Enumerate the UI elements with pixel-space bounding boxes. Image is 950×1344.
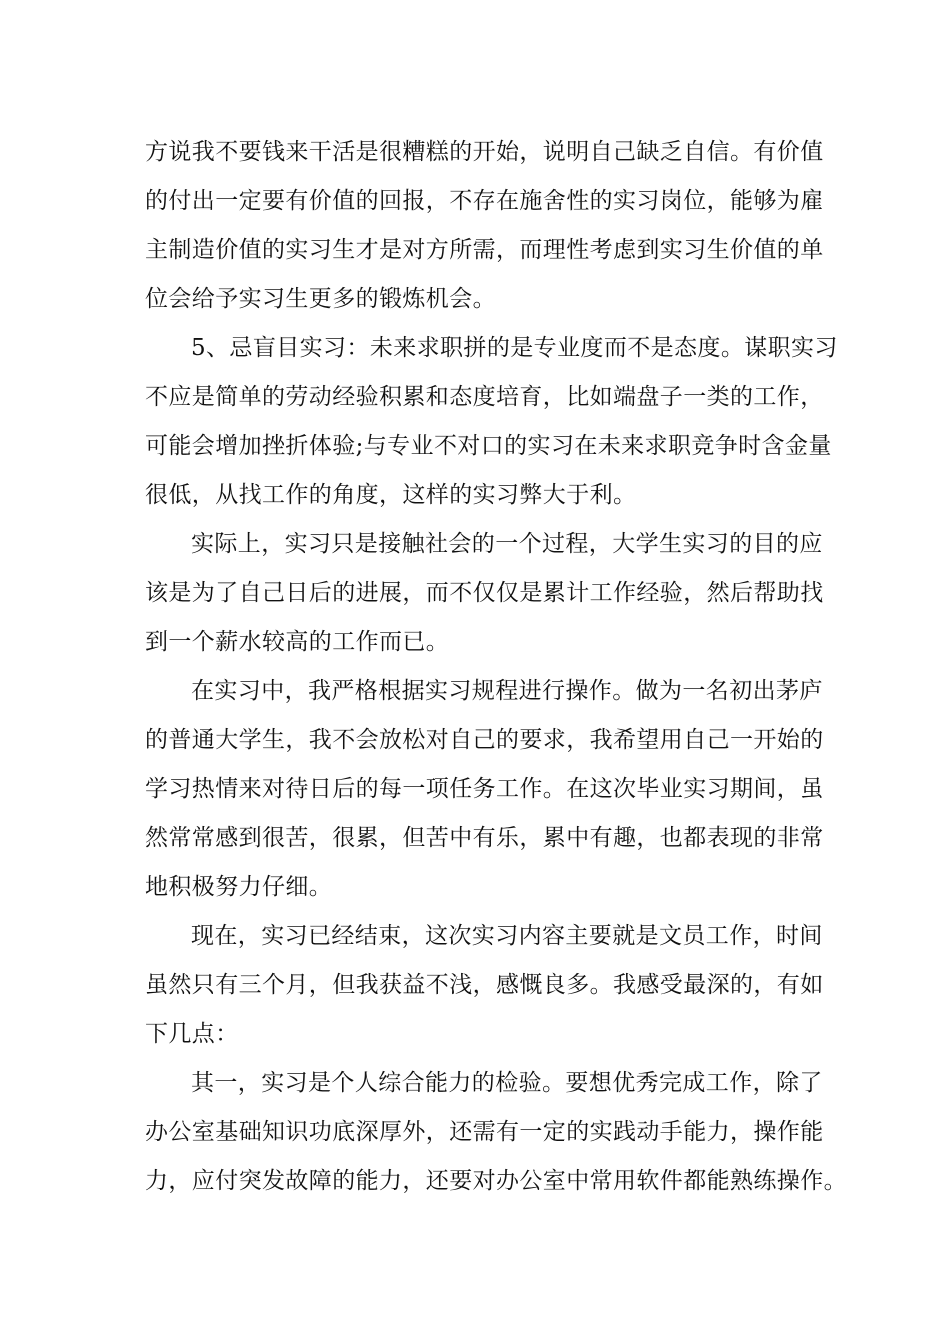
text-line: 很低，从找工作的角度，这样的实习弊大于利。 bbox=[145, 482, 637, 508]
text-line: 可能会增加挫折体验;与专业不对口的实习在未来求职竞争时含金量 bbox=[145, 433, 832, 459]
text-line: 实际上，实习只是接触社会的一个过程，大学生实习的目的应 bbox=[191, 531, 823, 557]
text-line: 的普通大学生，我不会放松对自己的要求，我希望用自己一开始的 bbox=[145, 727, 824, 753]
text-line: 力，应付突发故障的能力，还要对办公室中常用软件都能熟练操作。 bbox=[145, 1168, 847, 1194]
text-line: 5、忌盲目实习：未来求职拼的是专业度而不是态度。谋职实习 bbox=[191, 335, 838, 361]
paragraph-3 bbox=[145, 520, 825, 667]
paragraph-6 bbox=[145, 1059, 847, 1206]
text-line: 虽然只有三个月，但我获益不浅，感慨良多。我感受最深的，有如 bbox=[145, 972, 824, 998]
paragraph-5 bbox=[145, 912, 825, 1059]
paragraph-1 bbox=[145, 128, 825, 324]
text-line: 办公室基础知识功底深厚外，还需有一定的实践动手能力，操作能 bbox=[145, 1119, 824, 1145]
text-line: 下几点： bbox=[145, 1021, 239, 1047]
text-line: 现在，实习已经结束，这次实习内容主要就是文员工作，时间 bbox=[191, 923, 823, 949]
text-line: 的付出一定要有价值的回报，不存在施舍性的实习岗位，能够为雇 bbox=[145, 188, 824, 214]
document-body bbox=[145, 128, 847, 1206]
text-line: 地积极努力仔细。 bbox=[145, 874, 333, 900]
text-line: 位会给予实习生更多的锻炼机会。 bbox=[145, 286, 496, 312]
text-line: 到一个薪水较高的工作而已。 bbox=[145, 629, 450, 655]
paragraph-2 bbox=[145, 324, 838, 520]
text-line: 该是为了自己日后的进展，而不仅仅是累计工作经验，然后帮助找 bbox=[145, 580, 824, 606]
text-line: 不应是简单的劳动经验积累和态度培育，比如端盘子一类的工作， bbox=[145, 384, 824, 410]
text-line: 然常常感到很苦，很累，但苦中有乐，累中有趣，也都表现的非常 bbox=[145, 825, 824, 851]
text-line: 主制造价值的实习生才是对方所需，而理性考虑到实习生价值的单 bbox=[145, 237, 824, 263]
text-line: 学习热情来对待日后的每一项任务工作。在这次毕业实习期间，虽 bbox=[145, 776, 824, 802]
text-line: 其一，实习是个人综合能力的检验。要想优秀完成工作，除了 bbox=[191, 1070, 823, 1096]
text-line: 在实习中，我严格根据实习规程进行操作。做为一名初出茅庐 bbox=[191, 678, 823, 704]
text-line: 方说我不要钱来干活是很糟糕的开始，说明自己缺乏自信。有价值 bbox=[145, 139, 824, 165]
paragraph-4 bbox=[145, 667, 825, 912]
